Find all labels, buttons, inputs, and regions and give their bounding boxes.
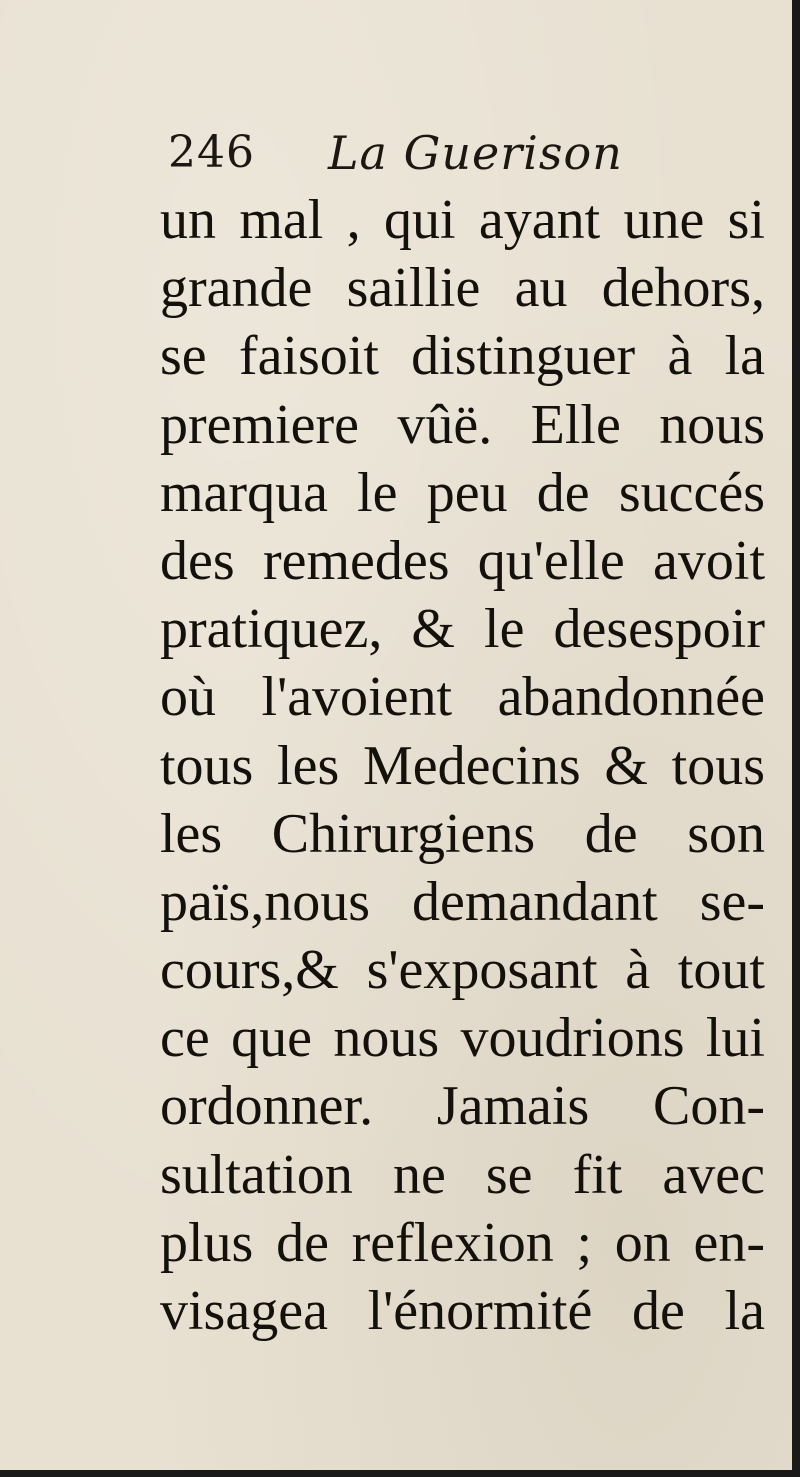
text-line: des remedes qu'elle avoit bbox=[160, 529, 765, 592]
text-line: un mal , qui ayant une si bbox=[160, 189, 765, 251]
text-line: tous les Medecins & tous bbox=[160, 734, 765, 797]
text-line: plus de reflexion ; on en- bbox=[160, 1211, 765, 1274]
running-title: La Guerison bbox=[328, 126, 623, 180]
text-line: pratiquez, & le desespoir bbox=[160, 598, 765, 661]
text-line: marqua le peu de succés bbox=[160, 461, 765, 524]
text-line: grande saillie au dehors, bbox=[160, 257, 765, 320]
text-line: cours,& s'exposant à tout bbox=[160, 939, 765, 1002]
text-line: sultation ne se fit avec bbox=[160, 1143, 765, 1206]
text-line: les Chirurgiens de son bbox=[160, 802, 765, 865]
text-line: où l'avoient abandonnée bbox=[160, 666, 765, 729]
text-line: païs,nous demandant se- bbox=[160, 870, 765, 933]
text-line: premiere vûë. Elle nous bbox=[160, 393, 765, 456]
body-text bbox=[160, 186, 765, 1345]
text-line: ordonner. Jamais Con- bbox=[160, 1075, 765, 1138]
text-line: ce que nous voudrions lui bbox=[160, 1007, 765, 1070]
text-line: visagea l'énormité de la bbox=[160, 1280, 765, 1342]
text-line: se faisoit distinguer à la bbox=[160, 325, 765, 388]
page-number: 246 bbox=[168, 127, 255, 178]
